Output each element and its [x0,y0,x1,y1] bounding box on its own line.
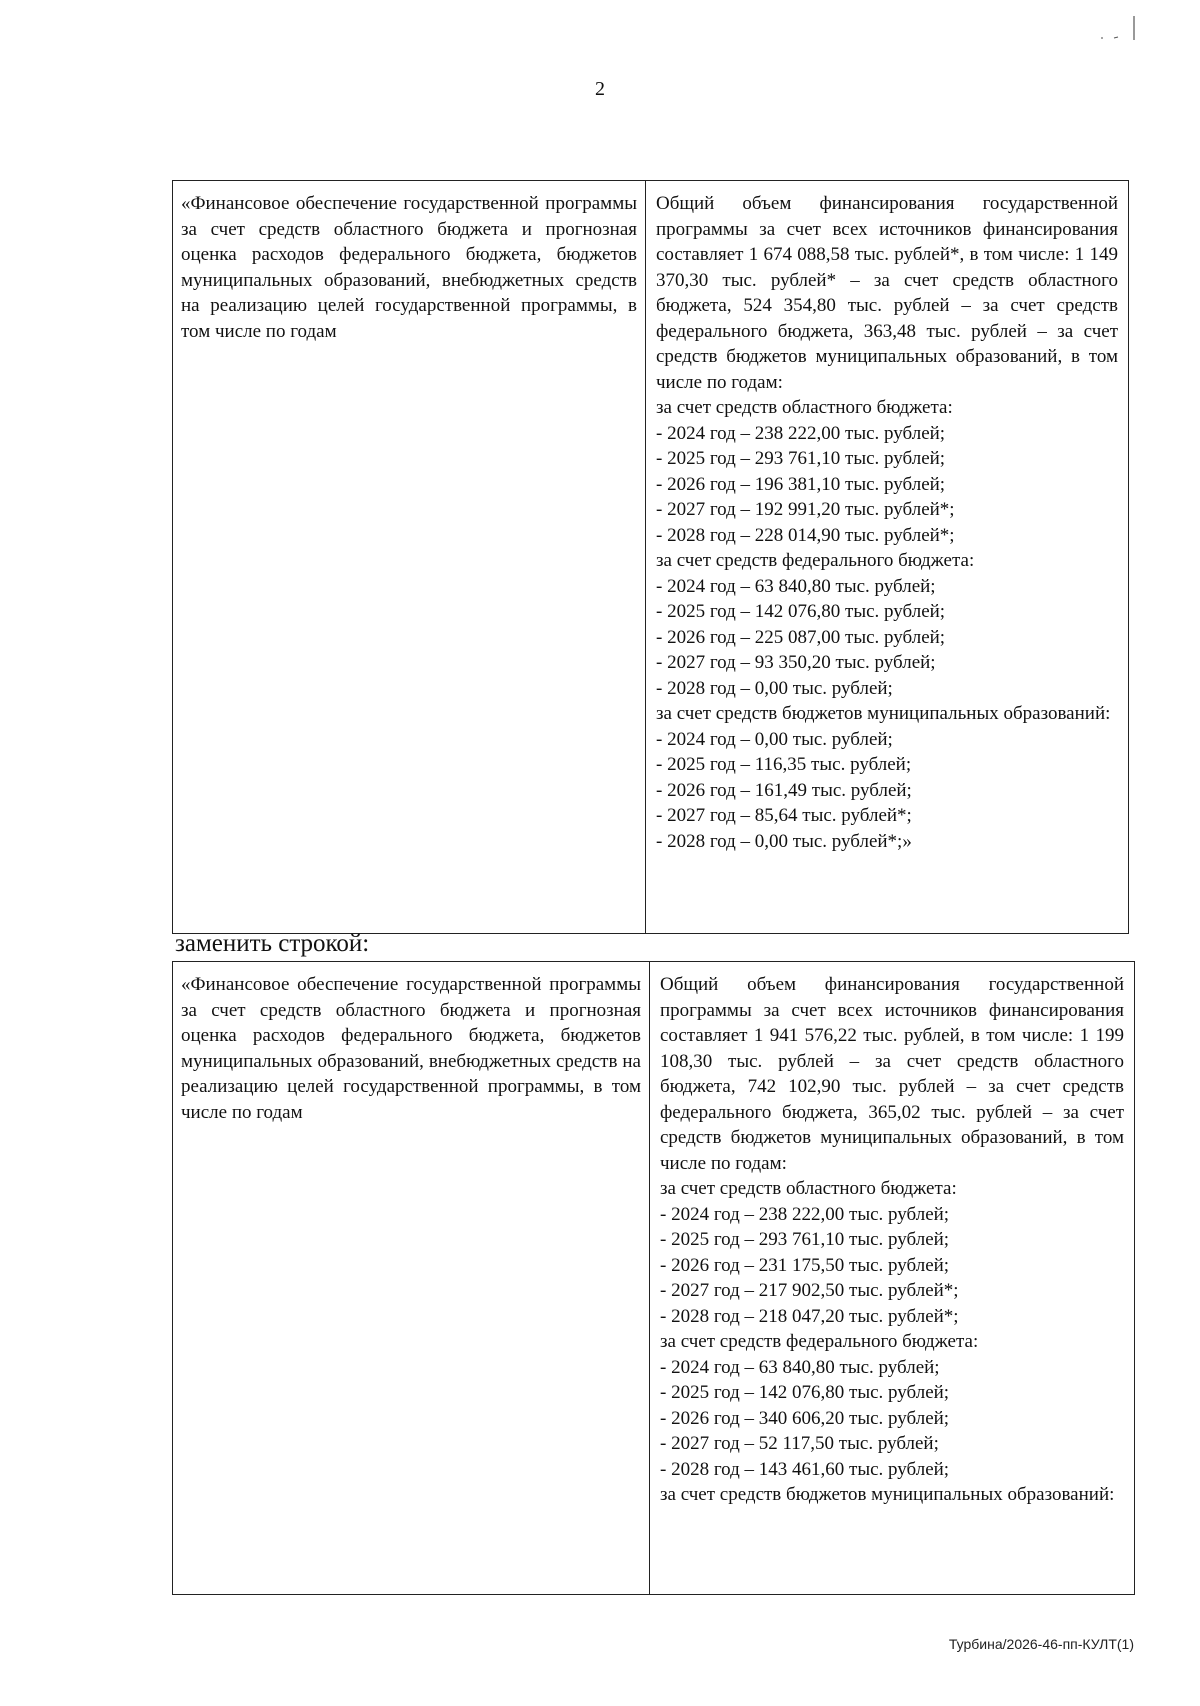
new-row-regional-year: - 2028 год – 218 047,20 тыс. рублей*; [660,1305,959,1327]
old-row-summary: Общий объем финансирования государственной программы за счет всех источников финансирования составляет 1 674 088,58 тыс. рублей*, в том числе: 1 149 370,30 тыс. рублей* – за счет средств областного бюджета, 524 354,80 тыс. рублей – за счет средств федерального бюджета, 363,48 тыс. рублей – за счет средств бюджетов муниципальных образований, в том числе по годам: [656,193,1118,393]
old-row-federal-year: - 2028 год – 0,00 тыс. рублей; [656,677,893,699]
old-row-municipal-heading: за счет средств бюджетов муниципальных образований: [656,703,1111,724]
old-row-financing-cell [646,181,1129,934]
new-row-regional-year: - 2026 год – 231 175,50 тыс. рублей; [660,1254,950,1276]
old-row-federal-year: - 2027 год – 93 350,20 тыс. рублей; [656,652,936,673]
new-row-regional-year: - 2024 год – 238 222,00 тыс. рублей; [660,1203,950,1225]
old-row-municipal-year: - 2025 год – 116,35 тыс. рублей; [656,754,912,775]
new-row-federal-year: - 2026 год – 340 606,20 тыс. рублей; [660,1407,950,1429]
old-row-municipal-year: - 2026 год – 161,49 тыс. рублей; [656,779,912,801]
old-row-description: «Финансовое обеспечение государственной программы за счет средств областного бюджета и прогнозная оценка расходов федерального бюджета, бюджетов муниципальных образований, внебюджетных средств на реализацию целей государственной программы, в том числе по годам [181,193,637,342]
new-row-description-cell [173,962,650,1595]
old-row-federal-heading: за счет средств федерального бюджета: [656,550,975,571]
new-row-summary: Общий объем финансирования государственной программы за счет всех источников финансирования составляет 1 941 576,22 тыс. рублей, в том числе: 1 199 108,30 тыс. рублей – за счет средств областного бюджета, 742 102,90 тыс. рублей – за счет средств федерального бюджета, 365,02 тыс. рублей – за счет средств бюджетов муниципальных образований, в том числе по годам: [660,974,1124,1174]
page-number: 2 [595,78,605,100]
new-row-financing-cell [650,962,1135,1595]
old-row-regional-year: - 2028 год – 228 014,90 тыс. рублей*; [656,524,955,546]
new-row-federal-heading: за счет средств федерального бюджета: [660,1331,979,1352]
new-row-table [172,961,1135,1595]
new-row-regional-heading: за счет средств областного бюджета: [660,1178,957,1199]
old-row-municipal-year: - 2028 год – 0,00 тыс. рублей*;» [656,830,912,852]
new-row-federal-year: - 2028 год – 143 461,60 тыс. рублей; [660,1458,950,1480]
scan-artifact-marks [1080,14,1140,44]
document-code: Турбина/2026-46-пп-КУЛТ(1) [948,1636,1134,1652]
new-row-description: «Финансовое обеспечение государственной программы за счет средств областного бюджета и прогнозная оценка расходов федерального бюджета, бюджетов муниципальных образований, внебюджетных средств на реализацию целей государственной программы, в том числе по годам [181,974,641,1123]
new-row-federal-year: - 2024 год – 63 840,80 тыс. рублей; [660,1356,940,1378]
old-row-municipal-year: - 2024 год – 0,00 тыс. рублей; [656,728,893,750]
old-row-regional-year: - 2025 год – 293 761,10 тыс. рублей; [656,448,946,469]
new-row-municipal-heading: за счет средств бюджетов муниципальных образований: [660,1484,1115,1505]
old-row-regional-year: - 2024 год – 238 222,00 тыс. рублей; [656,422,946,444]
old-row-regional-year: - 2027 год – 192 991,20 тыс. рублей*; [656,499,955,520]
old-row-federal-year: - 2026 год – 225 087,00 тыс. рублей; [656,626,946,648]
old-row-table [172,180,1129,934]
old-row-federal-year: - 2025 год – 142 076,80 тыс. рублей; [656,601,946,622]
new-row-federal-year: - 2025 год – 142 076,80 тыс. рублей; [660,1382,950,1403]
new-row-federal-year: - 2027 год – 52 117,50 тыс. рублей; [660,1433,939,1454]
old-row-federal-year: - 2024 год – 63 840,80 тыс. рублей; [656,575,936,597]
replace-instruction: заменить строкой: [175,930,370,957]
new-row-regional-year: - 2025 год – 293 761,10 тыс. рублей; [660,1229,950,1250]
old-row-regional-year: - 2026 год – 196 381,10 тыс. рублей; [656,473,946,495]
old-row-description-cell [173,181,646,934]
old-row-municipal-year: - 2027 год – 85,64 тыс. рублей*; [656,805,912,826]
new-row-regional-year: - 2027 год – 217 902,50 тыс. рублей*; [660,1280,959,1301]
old-row-regional-heading: за счет средств областного бюджета: [656,397,953,418]
